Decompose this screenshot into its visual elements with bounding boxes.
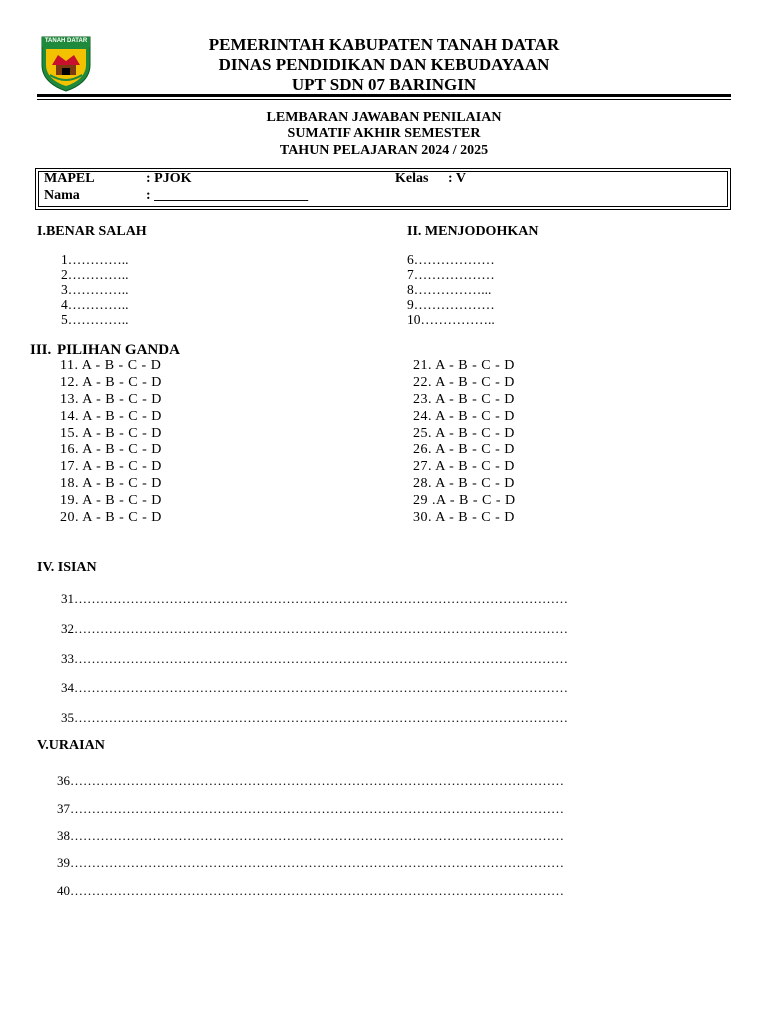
choice-row[interactable]: 29 .A - B - C - D [413,493,516,509]
kelas-label: Kelas [395,171,429,186]
answer-line[interactable]: 37…………………………………………………………………………………………………… [57,801,564,816]
answer-line[interactable]: 1………….. [61,252,129,267]
header-rule-thin [37,99,731,100]
benar-salah-list [61,252,129,327]
answer-line[interactable]: 40…………………………………………………………………………………………………… [57,883,564,898]
choice-row[interactable]: 18. A - B - C - D [60,476,162,492]
section-pilihan-ganda-number: III. [30,342,52,358]
answer-line[interactable]: 31…………………………………………………………………………………………………… [61,591,568,606]
pilihan-ganda-left-list [60,358,162,527]
title-line-1: LEMBARAN JAWABAN PENILAIAN [266,110,502,125]
logo-text: TANAH DATAR [44,38,88,44]
choice-row[interactable]: 13. A - B - C - D [60,391,162,407]
choice-row[interactable]: 14. A - B - C - D [60,408,162,424]
answer-line[interactable]: 34…………………………………………………………………………………………………… [61,680,568,695]
choice-row[interactable]: 19. A - B - C - D [60,493,162,509]
header-rule-thick [37,94,731,97]
header-line-2: DINAS PENDIDIKAN DAN KEBUDAYAAN [218,55,550,74]
choice-row[interactable]: 28. A - B - C - D [413,476,515,492]
choice-row[interactable]: 12. A - B - C - D [60,374,162,390]
choice-row[interactable]: 15. A - B - C - D [60,425,162,441]
title-line-3: TAHUN PELAJARAN 2024 / 2025 [279,143,489,158]
nama-label: Nama [44,188,80,203]
answer-line[interactable]: 4………….. [61,297,129,312]
answer-line[interactable]: 8……………... [407,282,492,297]
answer-line[interactable]: 35…………………………………………………………………………………………………… [61,710,568,725]
choice-row[interactable]: 22. A - B - C - D [413,374,515,390]
answer-line[interactable]: 3………….. [61,282,129,297]
choice-row[interactable]: 30. A - B - C - D [413,510,515,526]
answer-line[interactable]: 9……………… [407,297,495,312]
section-menjodohkan-title: II. MENJODOHKAN [407,224,539,239]
choice-row[interactable]: 23. A - B - C - D [413,391,515,407]
choice-row[interactable]: 16. A - B - C - D [60,442,162,458]
choice-row[interactable]: 20. A - B - C - D [60,510,162,526]
header-line-3: UPT SDN 07 BARINGIN [291,75,477,94]
section-isian-title: IV. ISIAN [37,560,97,575]
choice-row[interactable]: 25. A - B - C - D [413,425,515,441]
menjodohkan-list [407,252,495,327]
answer-line[interactable]: 6……………… [407,252,495,267]
answer-line[interactable]: 7……………… [407,267,495,282]
answer-line[interactable]: 36…………………………………………………………………………………………………… [57,773,564,788]
section-uraian-title: V.URAIAN [37,738,105,753]
title-line-2: SUMATIF AKHIR SEMESTER [287,126,481,141]
answer-line[interactable]: 32…………………………………………………………………………………………………… [61,621,568,636]
choice-row[interactable]: 26. A - B - C - D [413,442,515,458]
answer-line[interactable]: 10…………….. [407,312,495,327]
nama-field[interactable]: : ______________________ [146,188,309,203]
choice-row[interactable]: 17. A - B - C - D [60,459,162,475]
answer-line[interactable]: 2………….. [61,267,129,282]
answer-line[interactable]: 5………….. [61,312,129,327]
choice-row[interactable]: 11. A - B - C - D [60,358,162,373]
pilihan-ganda-right-list [413,358,516,527]
choice-row[interactable]: 21. A - B - C - D [413,358,515,373]
kelas-value: : V [448,171,467,186]
header-line-1: PEMERINTAH KABUPATEN TANAH DATAR [208,35,560,54]
section-pilihan-ganda-title: PILIHAN GANDA [57,342,180,358]
section-benar-salah-title: I.BENAR SALAH [37,224,147,239]
answer-line[interactable]: 33…………………………………………………………………………………………………… [61,651,568,666]
choice-row[interactable]: 24. A - B - C - D [413,408,515,424]
student-info-box [35,168,731,210]
mapel-label: MAPEL [44,171,95,186]
answer-line[interactable]: 38…………………………………………………………………………………………………… [57,828,564,843]
choice-row[interactable]: 27. A - B - C - D [413,459,515,475]
answer-line[interactable]: 39…………………………………………………………………………………………………… [57,855,564,870]
mapel-value: : PJOK [146,171,192,186]
